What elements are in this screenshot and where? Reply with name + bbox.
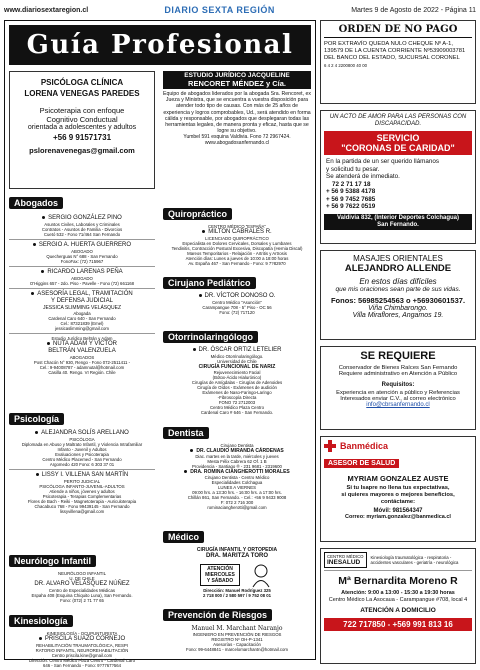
requiere-line-3: Experiencia en atención a público y Referencias: [336, 390, 460, 396]
divider: [9, 469, 155, 470]
riesgos-line-1: INGENIERO EN PREVENCIÓN DE RIESGOS: [192, 632, 282, 637]
quiro-line-1: CENTRO MÉDICO "ESPAÑA": [208, 224, 266, 229]
psicologo-2-line-3: Atiende a niños, jóvenes y adultos: [49, 489, 115, 494]
bullet-icon: [184, 470, 187, 473]
quiro-line-3: Especialista en Dolores Cervicales, Dorsales y Lumbares: [182, 241, 292, 246]
psicologa-text-2: Cognitivo Conductual: [46, 115, 118, 124]
bullet-icon: [193, 348, 196, 351]
dentista-line-8: 09:00 hrs. a 13:30 hrs. - 16:00 hrs. a 17:00 hrs.: [192, 490, 282, 495]
kinesiologia-card: [9, 631, 155, 668]
dentista-section: [163, 423, 311, 510]
abogado-3-line-2: O'Higgins 657 - 2do. Piso - Pavelle - Fono (72) 661168: [29, 281, 135, 286]
otorrino-line-5: (Bótox-Ácido Hialurónico): [212, 375, 262, 380]
estudio-name: Estudio Jurídico Beltrán y Adam: [51, 336, 113, 341]
psicologo-2-line-7: lissyvillena@gmail.com: [59, 509, 105, 514]
quiro-line-2: LICENCIADO QUIROPRÁCTICO: [205, 236, 269, 241]
masajes-line-1: En estos días difíciles: [359, 277, 437, 286]
bullet-icon: [35, 431, 38, 434]
pediatra-section: [163, 273, 311, 315]
medico-line-5: Dirección: Manuel Rodríguez 325: [203, 588, 271, 593]
asesoria-email: jessicaslimming@gmail.com: [54, 326, 110, 331]
masajes-title-2: ALEJANDRO ALLENDE: [344, 263, 452, 274]
quiro-line-7: Av. España 467 - San Fernando - Fono: 9 7?82970: [188, 261, 286, 266]
abogado-1-line-2: Contratos - Asuntos de Familia - Divorcios: [41, 227, 123, 232]
orden-text: POR EXTRAVÍO QUEDA NULO CHEQUE Nº A-1, 139579 DE LA CUENTA CORRIENTE Nº53909003781 DEL BANCO DEL ESTADO, SUCURSAL CORONEL: [324, 41, 466, 61]
otorrino-line-3: CIRUGÍA FUNCIONAL DE NARIZ: [198, 364, 276, 370]
divider: [9, 333, 155, 334]
abogado-2-line-3: FonoFax: (72) 715967: [60, 259, 104, 264]
banmedica-line-1: Si tu Isapre no llena tus expectativas,: [346, 485, 450, 491]
requiere-line-4: Interesados enviar C.V., al correo electrónico: [340, 396, 456, 402]
kine-line-6: 646 - San Fernando - Fono: 9?7767?564: [42, 663, 122, 668]
psicologo-2-line-5: Flores de Bach - Reiki - Magnetoterapia - Auriculoterapia: [27, 499, 137, 504]
pediatra-line-1: Centro Médico "Asunción": [212, 300, 262, 305]
abogado-card-4: [9, 291, 155, 331]
quiro-line-4: Tendinitis, Contracción Postural Excesiva, Discopatía (Hernia Discal): [171, 246, 303, 251]
newspaper-name: DIARIO SEXTA REGIÓN: [160, 5, 279, 15]
site-url: www.diariosextaregion.cl: [4, 6, 89, 14]
dentista-name-1: DR. CLAUDIO MIRANDA CÁRDENAS: [196, 448, 284, 454]
psicologia-section: [9, 409, 155, 514]
psicologo-2-line-4: Psicoterapia - Terapias Complementarias: [42, 494, 122, 499]
medico-name: DRA. MARITZA TORO: [206, 553, 268, 559]
abogado-5-line-4: Casilla 40. Rengo. VI Región. Chile: [48, 370, 116, 375]
riesgos-name: Manuel M. Marchant Naranjo: [191, 625, 283, 632]
coronas-address-2: San Fernando.: [377, 221, 419, 228]
coronas-phone-4: + 56 9 7622 0519: [326, 203, 376, 210]
juridico-card: [163, 71, 311, 146]
inesalud-logo-line-1: CENTRO MÉDICO: [327, 554, 364, 559]
masajes-line-4: Villa Miraflores, Angamos 19.: [352, 312, 444, 319]
neurologo-line-4: Espaha 408 (Esquina Chiquito Luna), San Fernando.: [31, 593, 133, 598]
coronas-ad: [320, 110, 476, 244]
juridico-web: www.abogadosanfernando.cl: [204, 140, 270, 147]
kine-line-4: Centro priscila.kine@gmail.com: [51, 653, 113, 658]
psicologo-1-line-6: Argomedo 420 Fono: 6 303 37 01: [49, 462, 115, 467]
bernardita-domicilio: ATENCIÓN A DOMICILIO: [360, 607, 436, 614]
kine-name: PRISCILA SUAZO CORNEJO: [44, 636, 126, 642]
otorrino-name: DR. ÓSCAR ORTIZ LETELIER: [198, 347, 282, 353]
coronas-phone-1: 72 2 71 17 18: [332, 180, 371, 188]
banmedica-line-3: contáctame:: [380, 499, 416, 505]
bullet-icon: [202, 230, 205, 233]
quiro-section: [163, 204, 311, 266]
se-requiere-ad: [320, 346, 476, 430]
requiere-line-2: Requiere administrativo en Atención a Público: [338, 371, 458, 377]
juridico-title-2: RENCORET MÉNDEZ y Cía.: [188, 79, 286, 88]
otorrino-line-10: FONO 72 2712003: [218, 400, 256, 405]
requiere-requisitos: Requisitos:: [381, 382, 415, 388]
kine-line-1: KINESIOLOGÍA - OCUPUNTURISTA: [46, 631, 118, 636]
dentista-line-9: Chillán 861, San Fernando. - Cel.: +56 9 9433 9008: [187, 495, 287, 500]
abogado-1-line-3: Cuetó 532 - Fono 71/464 San Fernando: [43, 232, 121, 237]
asesoria-title-2: Y DEFENSA JUDICIAL: [51, 298, 113, 304]
otorrino-line-2: Universidad de Chile: [217, 359, 257, 364]
banmedica-ad: [320, 436, 476, 542]
quiro-label: Quiropráctico: [163, 208, 232, 220]
otorrino-line-12: Cardenal Caro # 646 - San Fernando.: [200, 410, 274, 415]
guide-panel: [4, 20, 316, 668]
dentista-line-10: F: 072 2 716 300: [220, 500, 254, 505]
riesgos-line-2: REGISTRO Nº OH-P-1341: [211, 637, 263, 642]
dentista-name-2: DRA. ROMINA CIANGHEROTTI MORALES: [190, 469, 290, 475]
psicologo-name-2: LISSY I. VILLENA SAN MARTÍN: [41, 472, 129, 478]
psicologo-2-line-2: PSICÓLOGA INFANTO-JUVENIL-ADULTOS: [39, 484, 125, 489]
masajes-ad: [320, 250, 476, 340]
abogado-3-line-1: ABOGADO: [71, 276, 93, 281]
psicologa-text-3: orientada a adolescentes y adultos: [27, 124, 137, 131]
juridico-address: Yumbel 591 esquina Valdivia. Fono 72 2967424.: [183, 134, 291, 141]
divider: [9, 239, 155, 240]
medico-line-6: 2 718 000 / 2 580 597 / 9 752 08 01: [202, 593, 272, 598]
orden-title: ORDEN DE NO PAGO: [324, 24, 472, 38]
asesoria-title-1: ASESORÍA LEGAL, TRAMITACIÓN: [37, 291, 133, 297]
asesoria-line-2: Cardenal Caro 640 - San Fernando: [48, 316, 116, 321]
abogado-5-line-1: ABOGADOS: [69, 355, 95, 360]
otorrino-line-9: -Fibroscopía Directa: [217, 395, 257, 400]
riesgos-line-3: Asesorías - Capacitación: [213, 642, 261, 647]
abogado-2-line-1: ABOGADO: [71, 249, 93, 254]
otorrino-section: [163, 327, 311, 415]
coronas-line-2: y solicitud tu pesar.: [326, 165, 380, 173]
abogado-5-line-3: Cel.: 9-94008787 - adamnutal@hotmail.com: [39, 365, 125, 370]
dentista-line-5: Cirujano Dentista - Centro Médico: [204, 475, 270, 480]
otorrino-line-1: Médico Otorrinolaringólogo.: [210, 354, 264, 359]
abogado-2-line-2: Quecherguas N° 688 - San Fernando: [46, 254, 118, 259]
banmedica-email: Correo: myriam.gonzalez@banmedica.cl: [345, 514, 451, 520]
psicologa-title: PSICÓLOGA CLÍNICA: [40, 78, 124, 87]
abogado-name-5b: BELTRÁN VALENZUELA: [48, 348, 116, 354]
psicologo-1-line-4: Evaluaciones y Psicoterapia: [55, 452, 109, 457]
pediatra-label: Cirujano Pediátrico: [163, 277, 256, 289]
banmedica-line-2: si quieres mayores o mejores beneficios,: [341, 492, 455, 498]
asesoria-name: JESSICA SLIMMING VELÁSQUEZ: [42, 305, 122, 311]
bullet-icon: [190, 449, 193, 452]
neurologo-line-3: Centro de Especialidades Médicas: [48, 588, 116, 593]
psicologa-email: pslorenavenegas@gmail.com: [29, 146, 135, 155]
quiro-line-6: Atención días: Lunes a jueves de 10:00 a 18:00 horas: [185, 256, 289, 261]
masajes-line-3: Viña Chimbarongo.: [368, 305, 428, 312]
banmedica-mobile: Móvil: 981564347: [373, 508, 423, 514]
inesalud-logo-line-2: INESALUD: [327, 559, 361, 566]
medico-label: Médico: [163, 531, 204, 543]
otorrino-line-11: Centro Médico Plaza Centro: [210, 405, 264, 410]
bernardita-address: Centro Médico La Asocaua - Carampangue #708, local 4: [328, 597, 468, 603]
bullet-icon: [42, 216, 45, 219]
kine-line-2: REHABILITACIÓN TRAUMATOLÓGICA, RESPI: [36, 643, 128, 648]
dentista-line-7: LUNES A VIERNES: [218, 485, 256, 490]
requiere-line-1: Conservador de Bienes Raíces San Fernando: [338, 365, 458, 371]
abogado-name-5a: NUTA ADAM Y VÍCTOR: [53, 341, 117, 347]
psicologo-2-line-1: PERITO JUDICIAL: [63, 479, 101, 484]
bullet-icon: [199, 294, 202, 297]
psicologo-card-2: [9, 472, 155, 514]
bernardita-name: Mª Bernardita Moreno R: [338, 575, 458, 587]
coronas-tagline: UN ACTO DE AMOR PARA LAS PERSONAS CON DISCAPACIDAD.: [329, 114, 467, 127]
kine-line-3: RATORIO INFANTIL, NEUROREHABILITACIÓN: [35, 648, 129, 653]
coronas-title-1: SERVICIO: [376, 133, 420, 143]
dentista-line-2: Diac. martes en la tarde, miércoles y jueves: [195, 454, 279, 459]
abogado-card-2: [9, 242, 155, 264]
abogado-card-5: [9, 336, 155, 375]
medico-section: [163, 527, 311, 598]
issue-date: Martes 9 de Agosto de 2022 - Página 11: [351, 6, 476, 14]
banmedica-logo-icon: [324, 440, 336, 452]
medico-line-3: MIERCOLES: [205, 572, 235, 578]
riesgos-card: [163, 625, 311, 652]
coronas-line-3: Se atenderá de inmediato.: [326, 173, 400, 180]
masajes-phones: Fonos: 56985254563 o +56930601537.: [330, 296, 466, 305]
otorrino-line-8: Exámenes de Naso-Faringo-Laringo: [202, 390, 272, 395]
bernardita-ad: [320, 548, 476, 664]
dentista-line-1: Cirujano Dentista: [220, 443, 254, 448]
banmedica-name: MYRIAM GONZALEZ AUSTE: [347, 474, 449, 483]
guide-title: Guía Profesional: [9, 25, 311, 65]
dentista-label: Dentista: [163, 427, 209, 439]
psicologo-card-1: [9, 430, 155, 467]
baby-illustration-icon: [248, 562, 274, 588]
bullet-icon: [36, 473, 39, 476]
quiro-line-5: Mareos Temporitarios - Relajación - Artritis y Artrosis: [187, 251, 287, 256]
orden-code: 6 4 2 4 2200800 40 00: [324, 63, 368, 69]
otorrino-line-4: Rejuvenecimiento Facial: [213, 370, 261, 375]
coronas-address-1: Valdivia 832, (Interior Deportes Colchagua): [336, 214, 460, 221]
masajes-line-2: que mis oraciones sean parte de sus vidas.: [335, 286, 461, 293]
orden-no-pago-ad: [320, 20, 476, 104]
dentista-line-3: Mesta Félix Cabrera 62 Of. 1 B: [207, 459, 267, 464]
coronas-phone-2: + 56 9 5388 4178: [326, 188, 376, 195]
dentista-email: rominaciangherotti@gmail.com: [207, 505, 267, 510]
quiro-name: MILTON CABRALES R.: [208, 229, 272, 235]
otorrino-line-6: Cirugías de Amígdalas - Cirugías de Adenoides: [191, 380, 283, 385]
psicologa-card: [9, 71, 155, 189]
psicologo-2-line-6: Chacabuco 768 - Fono 99439145 - San Fernando: [34, 504, 130, 509]
psicologo-1-line-2: Diplomada en Abuso y Maltrato Infantil, y Violencia Intrafamiliar: [21, 442, 143, 447]
psicologa-name: LORENA VENEGAS PAREDES: [24, 89, 140, 98]
asesoria-line-3: Cel.: 87321839 (Emel): [60, 321, 104, 326]
psicologa-text-1: Psicoterapia con enfoque: [39, 106, 125, 115]
otorrino-label: Otorrinolaringólogo: [163, 331, 258, 343]
pediatra-card: [163, 293, 311, 315]
abogados-label: Abogados: [9, 197, 63, 209]
otorrino-line-7: Cirugía de Oídos - Exámenes de audición: [197, 385, 277, 390]
bullet-icon: [33, 243, 36, 246]
pediatra-line-2: Carampangue 708 - 5° Piso - OC 56: [202, 305, 272, 310]
medico-line-1: CIRUGÍA INFANTIL Y ORTOPEDIA: [196, 547, 278, 553]
medico-card: [163, 547, 311, 598]
otorrino-card: [163, 347, 311, 415]
abogado-name-3: RICARDO LARENAS PEÑA: [47, 269, 123, 275]
dentista-card: [163, 443, 311, 510]
page-header: [4, 3, 476, 17]
requiere-email[interactable]: info@cbrsanfernando.cl: [366, 402, 430, 408]
kinesiologia-label: Kinesiología: [9, 615, 73, 627]
neurologo-line-2: U. DE CHILE: [69, 576, 95, 581]
kinesiologia-section: [9, 611, 155, 668]
coronas-line-1: En la partida de un ser querido llámanos: [326, 158, 440, 165]
juridico-text: Equipo de abogados liderados por la abogada Sra. Rencoret, ex Jueza y Ministra, que se encuentra a vuestra disposición para atender todo tipo de causas. Con más de 25 años de experiencia y logros comprobables, Ud., será atendido en forma cálida y responsable, por abogados que desplegaran todas las herramientas legales, de manera pronta y eficaz, hasta que se logre su objetivo.: [163, 91, 311, 135]
pediatra-line-3: Fono: (72) 717120: [219, 310, 255, 315]
coronas-phone-3: + 56 9 7452 7685: [326, 195, 376, 203]
dentista-line-4: Providencia - Santiago ® - 231 9681 - 2319600: [192, 464, 282, 469]
divider: [9, 266, 155, 267]
neurologo-card: [9, 571, 155, 603]
bullet-icon: [47, 342, 50, 345]
psicologo-1-line-1: PSICÓLOGA: [69, 437, 95, 442]
banmedica-brand: Banmédica: [340, 441, 389, 451]
psicologa-phone: +56 9 91571731: [52, 133, 112, 142]
medico-line-4: Y SÁBADO: [206, 578, 234, 584]
neurologo-name: DR. ALVARO VELÁSQUEZ NÚÑEZ: [34, 581, 130, 587]
banmedica-role: ASESOR DE SALUD: [324, 459, 399, 468]
bullet-icon: [31, 292, 34, 295]
abogado-card-3: [9, 269, 155, 286]
quiro-card: [163, 224, 311, 266]
neurologo-line-1: NEURÓLOGO INFANTIL: [58, 571, 106, 576]
bullet-icon: [39, 637, 42, 640]
abogados-section: [9, 193, 155, 375]
asesoria-line-1: Abogada: [73, 311, 91, 316]
psicologo-1-line-3: Infanto - Juvenil y Adultos: [57, 447, 107, 452]
riesgos-section: [163, 605, 311, 652]
bernardita-phones: 722 717850 - +569 991 813 16: [324, 618, 472, 631]
psicologo-name-1: ALEJANDRA SOLÍS ARELLANO: [41, 430, 129, 436]
bernardita-hours: Atención: 9:00 a 13:00 - 15:30 a 19:30 horas: [341, 590, 455, 596]
bernardita-tagline: Kinesiología traumatológica - respiratoria - accidentes vasculares - geriatría - neurológica: [370, 555, 459, 565]
medico-line-2: ATENCIÓN: [207, 566, 233, 572]
coronas-title-2: "CORONAS DE CARIDAD": [341, 143, 455, 153]
abogado-name-1: SERGIO GONZÁLEZ PINO: [48, 215, 122, 221]
kine-line-5: Dirección: Centro Médico Plaza Centro - Cardenal Caro: [28, 658, 136, 663]
psicologia-label: Psicología: [9, 413, 64, 425]
riesgos-label: Prevención de Riesgos: [163, 609, 272, 621]
neurologo-section: [9, 551, 155, 603]
bullet-icon: [41, 270, 44, 273]
riesgos-line-4: Fono: 99-6448841 - marcelomarchantn@hotmail.com: [185, 647, 289, 652]
dentista-line-6: Especialidades Colchagua: [211, 480, 263, 485]
neurologo-label: Neurólogo Infantil: [9, 555, 96, 567]
requiere-title: SE REQUIERE: [360, 350, 436, 362]
abogado-name-2: SERGIO A. HUERTA GUERRERO: [38, 242, 132, 248]
psicologo-1-line-5: Centro Médico Placemed - San Fernando: [42, 457, 122, 462]
pediatra-name: DR. VÍCTOR DONOSO O.: [204, 293, 276, 299]
masajes-title-1: MASAJES ORIENTALES: [353, 254, 443, 263]
divider: [9, 288, 155, 289]
neurologo-line-5: Fono: (072) 2 71 77 65: [60, 598, 104, 603]
abogado-1-line-1: Asuntos Civiles, Laborales y Criminales: [44, 222, 120, 227]
juridico-title-1: ESTUDIO JURÍDICO JACQUELINE: [184, 72, 290, 79]
abogado-5-line-2: Post Chacón N° 930, Rengo - Fono 072-2511411 -: [33, 360, 131, 365]
abogado-card-1: [9, 215, 155, 237]
inesalud-logo: [324, 552, 367, 568]
